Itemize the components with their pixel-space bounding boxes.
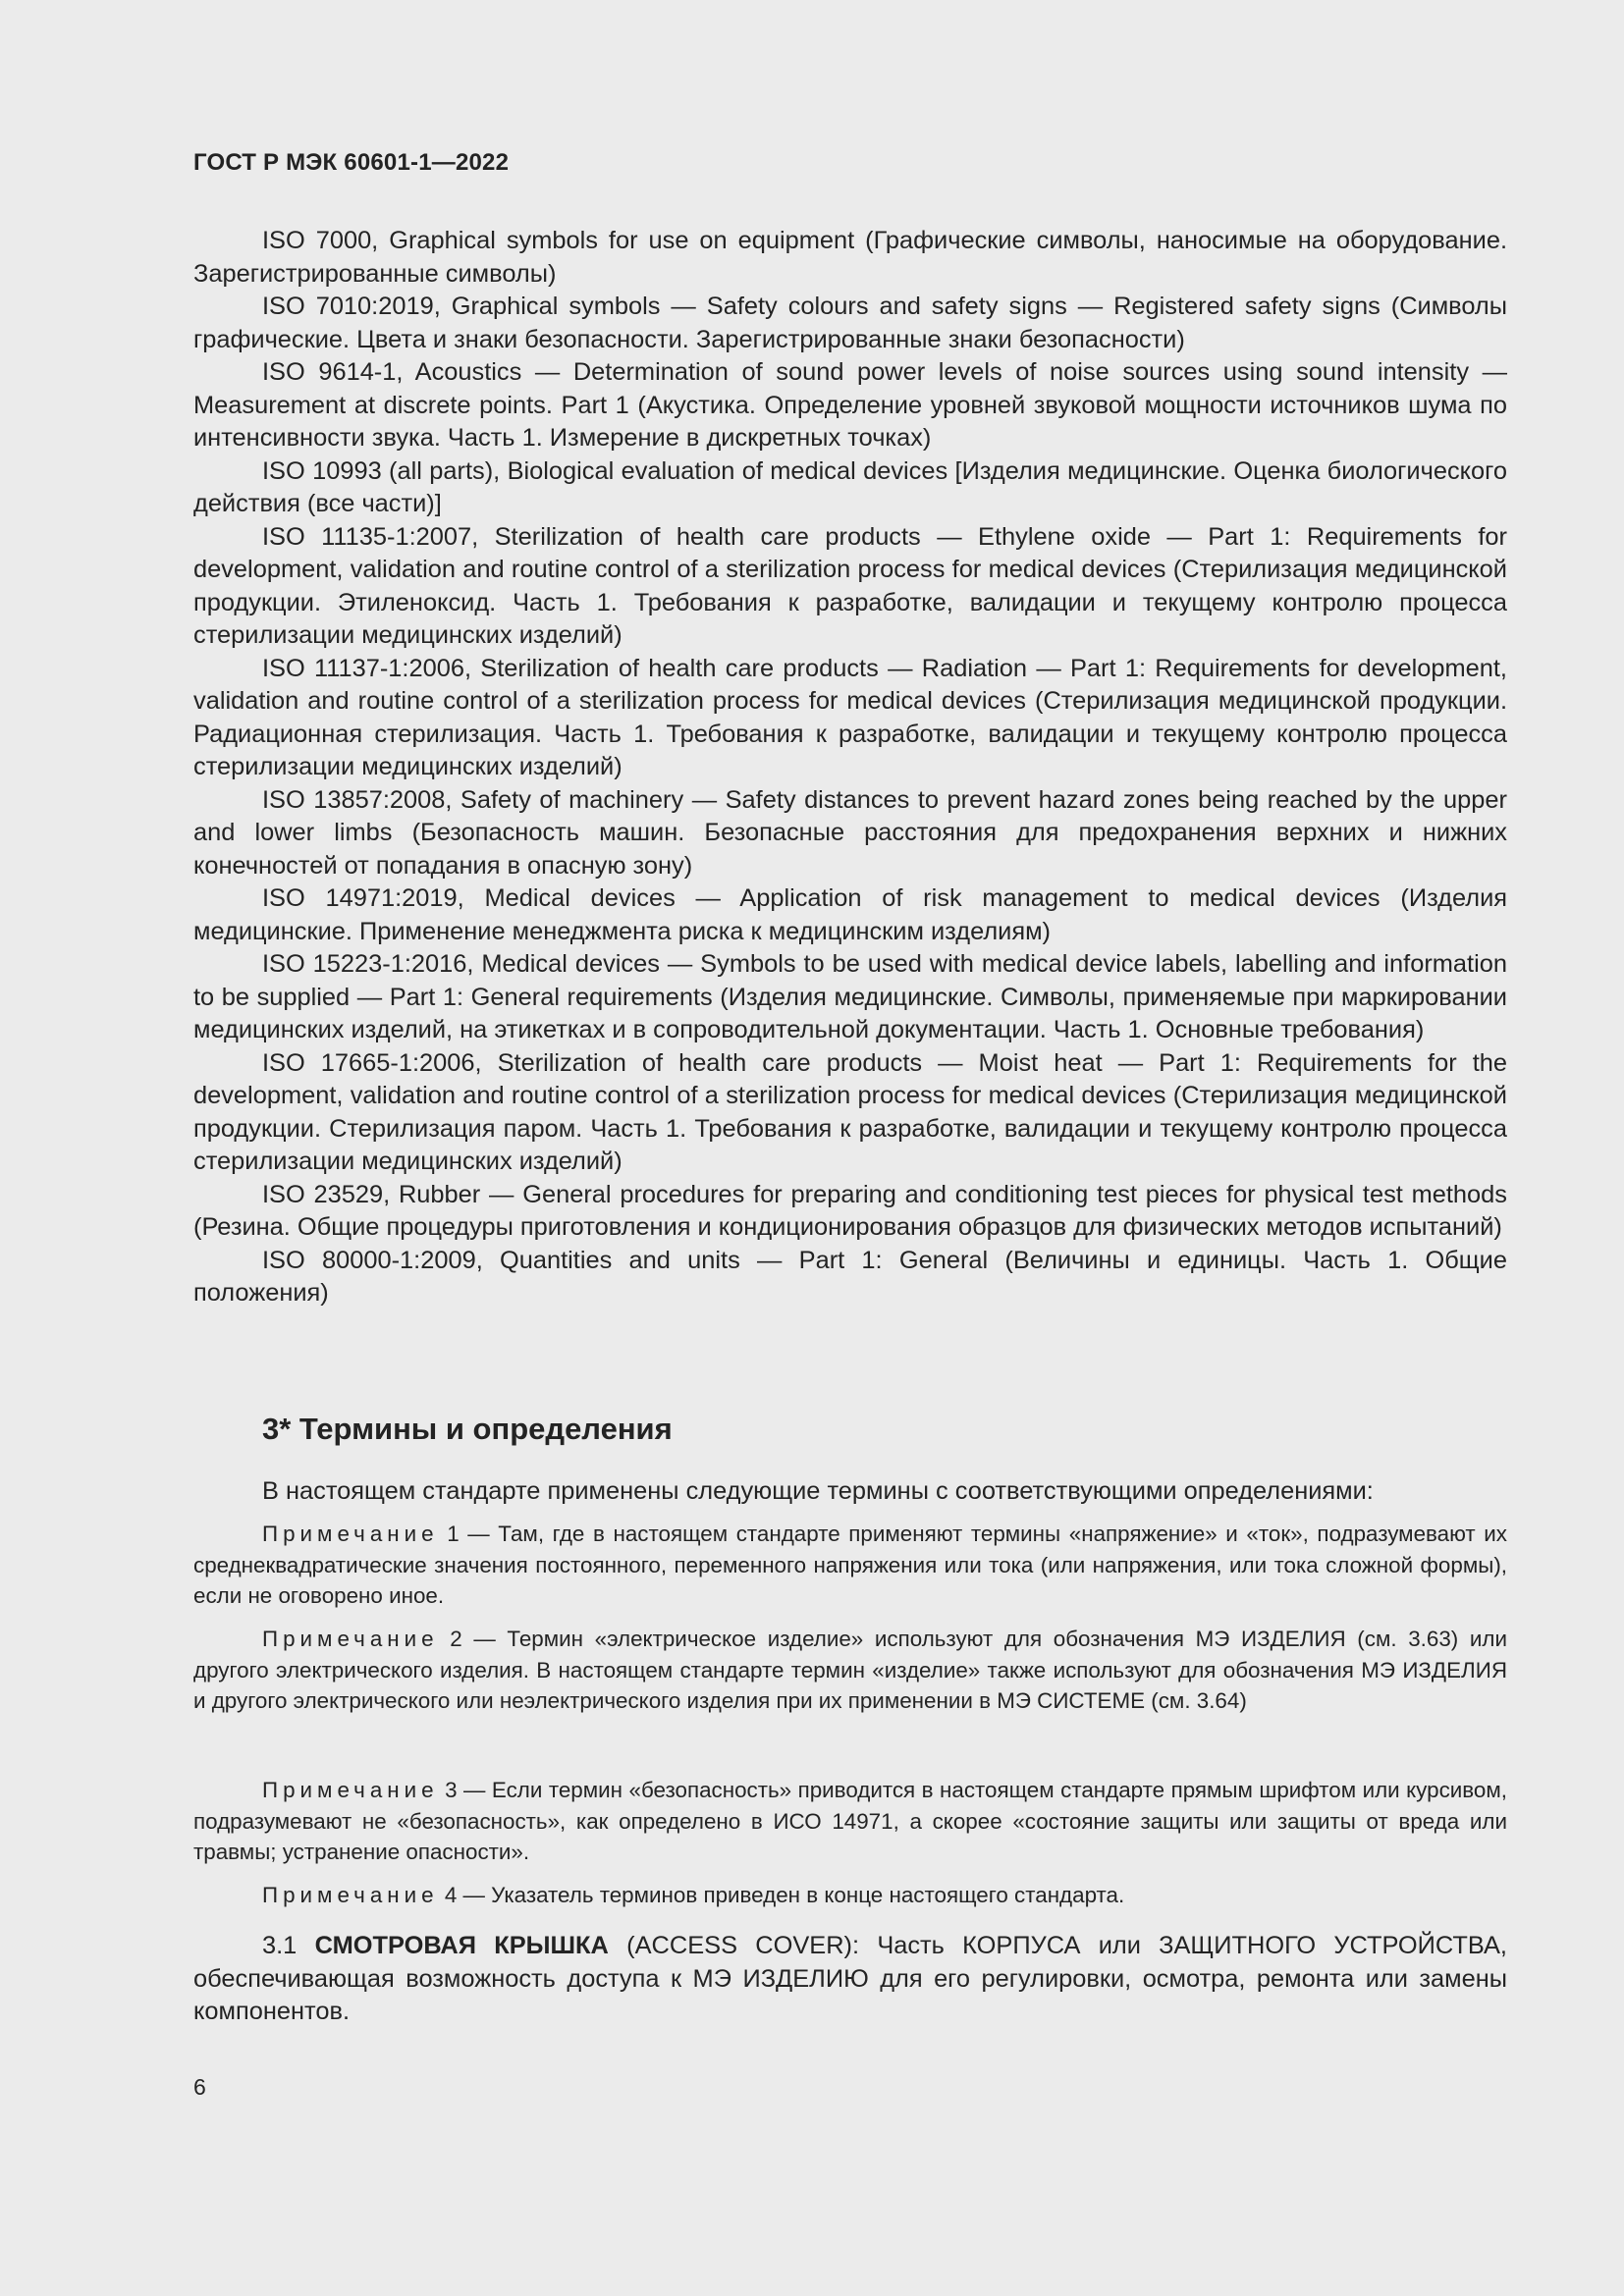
note-text: 4 — Указатель терминов приведен в конце настоящего стандарта. (438, 1883, 1125, 1907)
page-number: 6 (193, 2074, 206, 2100)
note-text: 2 — Термин «электрическое изделие» используют для обозначения МЭ ИЗДЕЛИЯ (см. 3.63) или другого электрического изделия. В настоящем стандарте термин «изделие» также используют для обозначения МЭ ИЗДЕЛИЯ и другого электрического или неэлектрического изделия при их применении в МЭ СИСТЕМЕ (см. 3.64) (193, 1627, 1507, 1713)
note-text: 1 — Там, где в настоящем стандарте применяют термины «напряжение» и «ток», подразумевают их среднеквадратические значения постоянного, переменного напряжения или тока (или напряжения, или тока сложной формы), если не оговорено иное. (193, 1522, 1507, 1608)
reference-item: ISO 11135-1:2007, Sterilization of health care products — Ethylene oxide — Part 1: Requirements for development, validation and routine control of a sterilization process for medical devices (Стерилизация медицинской продукции. Этиленоксид. Часть 1. Требования к разработке, валидации и текущему контролю процесса стерилизации медицинских изделий) (193, 522, 1507, 649)
term-number: 3.1 (262, 1932, 315, 1959)
reference-item: ISO 7010:2019, Graphical symbols — Safety colours and safety signs — Registered safety signs (Символы графические. Цвета и знаки безопасности. Зарегистрированные знаки безопасности) (193, 293, 1507, 353)
reference-item: ISO 15223-1:2016, Medical devices — Symbols to be used with medical device labels, labelling and information to be supplied — Part 1: General requirements (Изделия медицинские. Символы, применяемые при маркировании медицинских изделий, на этикетках и в сопроводительной документации. Часть 1. Основные требования) (193, 950, 1507, 1043)
reference-item: ISO 17665-1:2006, Sterilization of health care products — Moist heat — Part 1: Requirements for the development, validation and routine control of a sterilization process for medical devices (Стерилизация медицинской продукции. Стерилизация паром. Часть 1. Требования к разработке, валидации и текущему контролю процесса стерилизации медицинских изделий) (193, 1048, 1507, 1175)
reference-item: ISO 14971:2019, Medical devices — Application of risk management to medical devices (Изделия медицинские. Применение менеджмента риска к медицинским изделиям) (193, 884, 1507, 945)
document-header: ГОСТ Р МЭК 60601-1—2022 (193, 149, 510, 176)
term-definition (193, 1930, 1507, 2029)
reference-item: ISO 11137-1:2006, Sterilization of health care products — Radiation — Part 1: Requirements for development, validation and routine control of a sterilization process for medical devices (Стерилизация медицинской продукции. Радиационная стерилизация. Часть 1. Требования к разработке, валидации и текущему контролю процесса стерилизации медицинских изделий) (193, 654, 1507, 780)
reference-item: ISO 7000, Graphical symbols for use on equipment (Графические символы, наносимые на оборудование. Зарегистрированные символы) (193, 227, 1507, 288)
note-3 (193, 1775, 1507, 1868)
reference-item: ISO 10993 (all parts), Biological evaluation of medical devices [Изделия медицинские. Оценка биологического действия (все части)] (193, 456, 1507, 517)
note-4 (193, 1880, 1507, 1911)
reference-item: ISO 80000-1:2009, Quantities and units — Part 1: General (Величины и единицы. Часть 1. Общие положения) (193, 1246, 1507, 1307)
reference-item: ISO 13857:2008, Safety of machinery — Safety distances to prevent hazard zones being reached by the upper and lower limbs (Безопасность машин. Безопасные расстояния для предохранения верхних и нижних конечностей от попадания в опасную зону) (193, 785, 1507, 880)
note-2 (193, 1624, 1507, 1717)
reference-item: ISO 9614-1, Acoustics — Determination of sound power levels of noise sources using sound intensity — Measurement at discrete points. Part 1 (Акустика. Определение уровней звуковой мощности источников шума по интенсивности звука. Часть 1. Измерение в дискретных точках) (193, 358, 1507, 452)
note-1 (193, 1519, 1507, 1612)
term-name: СМОТРОВАЯ КРЫШКА (314, 1932, 609, 1959)
reference-item: ISO 23529, Rubber — General procedures for preparing and conditioning test pieces for physical test methods (Резина. Общие процедуры приготовления и кондиционирования образцов для физических методов испытаний) (193, 1180, 1507, 1241)
note-label: Примечание (262, 1522, 439, 1546)
note-label: Примечание (262, 1627, 439, 1651)
normative-references (193, 225, 1507, 1310)
section-title: 3* Термины и определения (262, 1412, 673, 1446)
note-label: Примечание (262, 1883, 439, 1907)
term-text: (ACCESS COVER): Часть КОРПУСА или ЗАЩИТНОГО УСТРОЙСТВА, обеспечивающая возможность доступа к МЭ ИЗДЕЛИЮ для его регулировки, осмотра, ремонта или замены компонентов. (193, 1932, 1507, 2025)
section-intro: В настоящем стандарте применены следующие термины с соответствующими определениями: (262, 1477, 1374, 1505)
note-label: Примечание (262, 1778, 439, 1802)
note-text: 3 — Если термин «безопасность» приводится в настоящем стандарте прямым шрифтом или курсивом, подразумевают не «безопасность», как определено в ИСО 14971, а скорее «состояние защиты или защиты от вреда или травмы; устранение опасности». (193, 1778, 1507, 1864)
